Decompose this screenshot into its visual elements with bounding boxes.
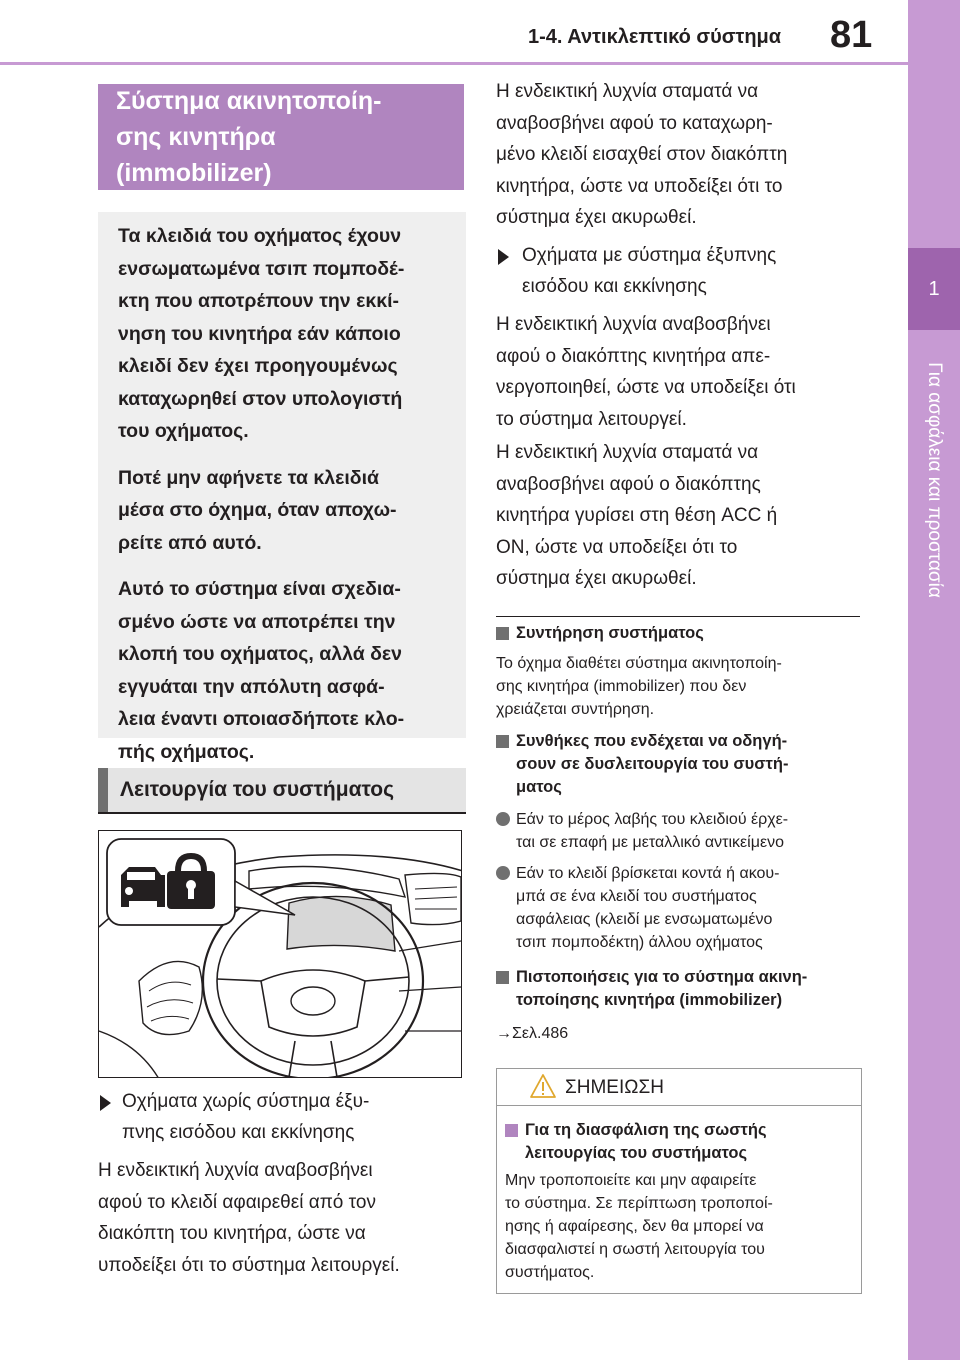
bullet-arrow-icon xyxy=(498,249,509,265)
maintenance-heading: Συντήρηση συστήματος xyxy=(496,622,704,645)
intro-paragraph: Ποτέ μην αφήνετε τα κλειδιά μέσα στο όχημα, όταν αποχω- ρείτε από αυτό. xyxy=(118,466,397,554)
note-header xyxy=(497,1069,861,1106)
square-bullet-icon xyxy=(496,971,509,984)
dashboard-illustration xyxy=(98,830,462,1078)
note-title: ΣΗΜΕΙΩΣΗ xyxy=(565,1077,664,1098)
malfunction-heading: Συνθήκες που ενδέχεται να οδηγή- σουν σε δυσλειτουργία του συστή- ματος xyxy=(496,730,789,799)
intro-box xyxy=(98,212,466,763)
header-divider xyxy=(0,62,908,65)
chapter-label: Για ασφάλεια και προστασία xyxy=(924,362,945,598)
note-text: Μην τροποποιείτε και μην αφαιρείτε το σύστημα. Σε περίπτωση τροποποί- ησης ή αφαίρεσης, δεν θα μπορεί να διασφαλιστεί η σωστή λειτουργία του συστήματος. xyxy=(505,1172,773,1281)
text-no-smart-stop: Η ενδεικτική λυχνία σταματά να αναβοσβήνει αφού το καταχωρη- μένο κλειδί εισαχθεί στον διακόπτη κινητήρα, ώστε να υποδείξει ότι το σύστημα έχει ακυρωθεί. xyxy=(496,81,788,228)
page-number: 81 xyxy=(830,14,873,56)
malfunction-item: Εάν το μέρος λαβής του κλειδιού έρχε- ται σε επαφή με μεταλλικό αντικείμενο xyxy=(496,808,788,854)
maintenance-text: Το όχημα διαθέτει σύστημα ακινητοποίη- σης κινητήρα (immobilizer) που δεν χρειάζεται συντήρηση. xyxy=(496,655,782,718)
certification-heading: Πιστοποιήσεις για το σύστημα ακινη- τοποίησης κινητήρα (immobilizer) xyxy=(496,966,807,1012)
round-bullet-icon xyxy=(496,866,510,880)
square-bullet-icon xyxy=(496,735,509,748)
subsection-heading: Λειτουργία του συστήματος xyxy=(98,768,466,812)
section-divider xyxy=(496,616,860,617)
bullet-arrow-icon xyxy=(100,1095,111,1111)
note-box xyxy=(496,1068,862,1294)
subsection-rule xyxy=(98,812,466,814)
intro-paragraph: Αυτό το σύστημα είναι σχεδια- σμένο ώστε να αποτρέπει την κλοπή του οχήματος, αλλά δεν εγγυάται την απόλυτη ασφά- λεια έναντι οποιασδήποτε κλο- πής οχήματος. xyxy=(118,578,405,763)
note-heading: Για τη διασφάλιση της σωστής λειτουργίας του συστήματος xyxy=(505,1119,865,1165)
chapter-number: 1 xyxy=(908,248,960,330)
header-title: 1-4. Αντικλεπτικό σύστημα xyxy=(528,26,782,48)
section-title-line: σης κινητήρα xyxy=(116,123,276,151)
square-bullet-icon xyxy=(505,1124,518,1137)
text-smart-flash: Η ενδεικτική λυχνία αναβοσβήνει αφού ο διακόπτης κινητήρα απε- νεργοποιηθεί, ώστε να υποδείξει ότι το σύστημα λειτουργεί. xyxy=(496,314,796,430)
section-title-line: Σύστημα ακινητοποίη- xyxy=(116,87,382,115)
intro-paragraph: Τα κλειδιά του οχήματος έχουν ενσωματωμένα τσιπ πομποδέ- κτη που αποτρέπουν την εκκί- νηση του κινητήρα εάν κάποιο κλειδί δεν έχει προηγουμένως καταχωρηθεί στον υπολογιστή του οχήματος. xyxy=(118,225,405,442)
certification-page-ref[interactable]: →Σελ.486 xyxy=(496,1025,569,1042)
text-smart-stop: Η ενδεικτική λυχνία σταματά να αναβοσβήνει αφού ο διακόπτης κινητήρα γυρίσει στη θέση ACC ή ON, ώστε να υποδείξει ότι το σύστημα έχει ακυρωθεί. xyxy=(496,442,778,589)
section-title-line: (immobilizer) xyxy=(116,159,272,187)
bullet-smart-entry: Οχήματα με σύστημα έξυπνης εισόδου και εκκίνησης xyxy=(522,245,777,297)
section-title xyxy=(98,84,464,190)
warning-triangle-icon xyxy=(529,1073,557,1099)
text-no-smart-flash: Η ενδεικτική λυχνία αναβοσβήνει αφού το κλειδί αφαιρεθεί από τον διακόπτη του κινητήρα, ώστε να υποδείξει ότι το σύστημα λειτουργεί. xyxy=(98,1160,400,1276)
side-tab xyxy=(908,0,960,1360)
bullet-no-smart-entry: Οχήματα χωρίς σύστημα έξυ- πνης εισόδου και εκκίνησης xyxy=(122,1091,370,1143)
square-bullet-icon xyxy=(496,627,509,640)
steering-wheel-illustration xyxy=(99,831,462,1078)
round-bullet-icon xyxy=(496,812,510,826)
malfunction-item: Εάν το κλειδί βρίσκεται κοντά ή ακου- μπά σε ένα κλειδί του συστήματος ασφάλειας (κλειδί με ενσωματωμένο τσιπ πομποδέκτη) άλλου οχήματος xyxy=(496,862,779,954)
